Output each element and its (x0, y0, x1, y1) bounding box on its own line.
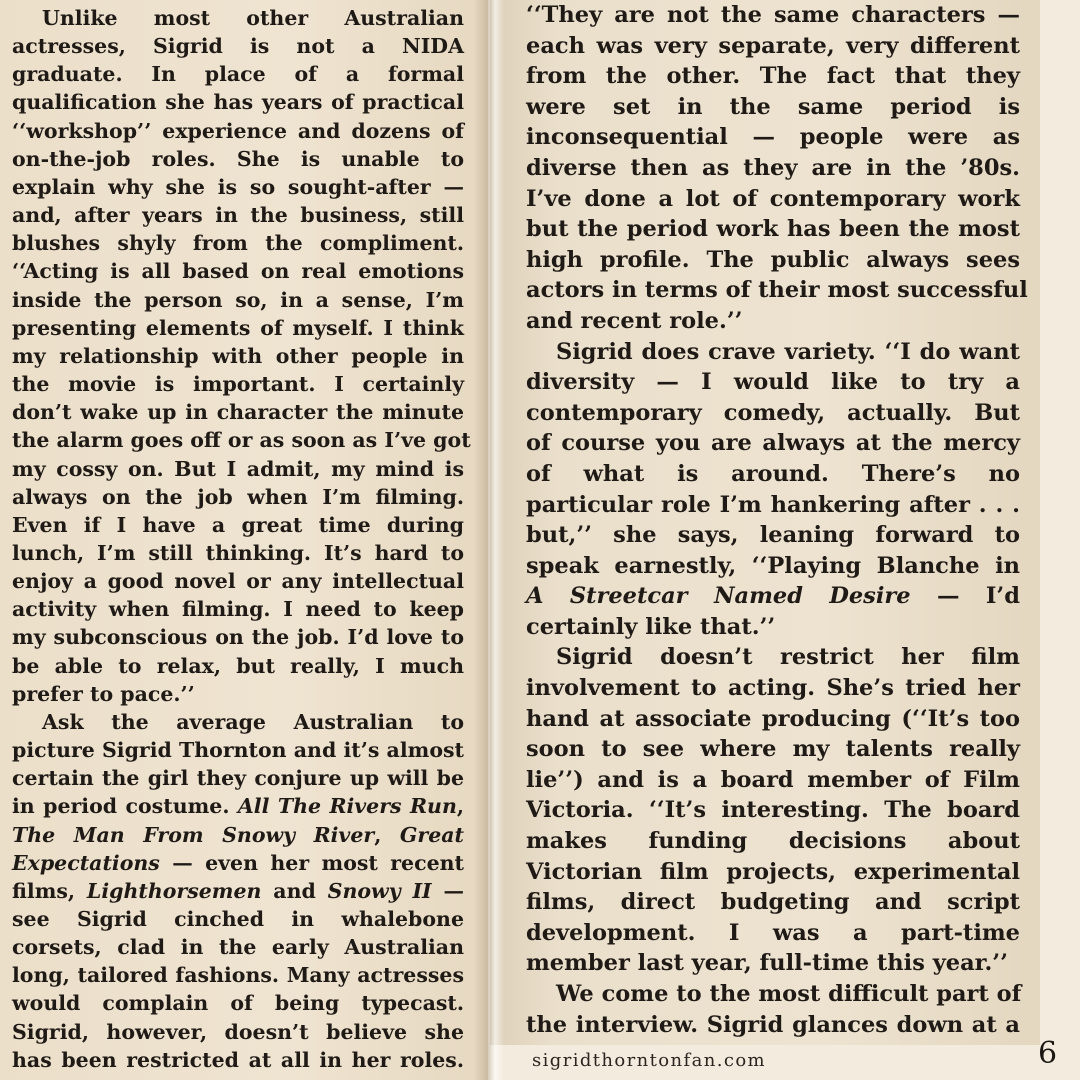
text-run: in period costume. (12, 794, 238, 819)
text-line: on-the-job roles. She is unable to (12, 146, 464, 171)
text-line: Sigrid does crave variety. ‘‘I do want (556, 338, 1020, 365)
text-line: inconsequential — people were as (526, 124, 1020, 151)
text-line: prefer to pace.’’ (12, 681, 195, 706)
text-line: qualification she has years of practical (12, 90, 464, 115)
text-line: my relationship with other people in (12, 343, 464, 368)
text-line: my subconscious on the job. I’d love to (12, 625, 464, 650)
text-line: actresses, Sigrid is not a NIDA (12, 34, 464, 59)
page-number: 6 (1038, 1036, 1058, 1071)
text-line: certainly like that.’’ (526, 613, 776, 640)
text-line: activity when filming. I need to keep (12, 597, 464, 622)
text-line: the interview. Sigrid glances down at a (526, 1011, 1020, 1038)
text-line: Victoria. ‘‘It’s interesting. The board (526, 797, 1020, 824)
text-line: has been restricted at all in her roles. (12, 1047, 464, 1072)
text-line: graduate. In place of a formal (12, 62, 464, 87)
title-italic: All The Rivers Run (237, 794, 457, 819)
text-line: long, tailored fashions. Many actresses (12, 963, 464, 988)
text-run: , (456, 794, 464, 819)
text-line: Ask the average Australian to (42, 709, 464, 734)
text-line: We come to the most difficult part of (556, 981, 1022, 1007)
text-line: member last year, full-time this year.’’ (526, 950, 1008, 977)
text-line: of what is around. There’s no (526, 460, 1020, 487)
text-line: soon to see where my talents really (526, 736, 1020, 763)
left-article-column (12, 4, 471, 1074)
text-line: but,’’ she says, leaning forward to (526, 522, 1020, 549)
title-italic: Great (399, 822, 464, 847)
text-run: and (261, 878, 328, 903)
page-gutter-shadow (474, 0, 504, 1080)
text-line: contemporary comedy, actually. But (526, 399, 1020, 426)
text-line: Victorian film projects, experimental (526, 858, 1020, 885)
title-italic: Snowy II (327, 878, 432, 903)
text-line: development. I was a part-time (526, 919, 1020, 946)
text-line: blushes shyly from the compliment. (12, 231, 464, 256)
text-line: particular role I’m hankering after . . . (526, 491, 1020, 518)
text-line: corsets, clad in the early Australian (12, 935, 464, 960)
text-line: I’ve done a lot of contemporary work (526, 185, 1020, 212)
text-line: ‘‘They are not the same characters — (526, 2, 1020, 28)
title-italic: Expectations (12, 850, 160, 875)
left-page (0, 0, 488, 1080)
text-run: — (431, 878, 465, 903)
text-line: see Sigrid cinched in whalebone (12, 907, 464, 931)
text-line: films, direct budgeting and script (526, 889, 1020, 916)
text-run: films, (12, 878, 87, 903)
text-line: each was very separate, very different (526, 32, 1020, 59)
text-line: makes funding decisions about (526, 828, 1020, 855)
text-line: from the other. The fact that they (526, 63, 1020, 90)
text-run: — I’d (910, 583, 1020, 610)
text-line: don’t wake up in character the minute (12, 400, 464, 425)
text-line: my cossy on. But I admit, my mind is (12, 456, 464, 481)
text-line: certain the girl they conjure up will be (12, 766, 464, 791)
title-italic: A Streetcar Named Desire (526, 583, 911, 610)
text-line (12, 792, 464, 820)
text-line (526, 581, 1020, 612)
text-line: lunch, I’m still thinking. It’s hard to (12, 540, 464, 565)
text-line: speak earnestly, ‘‘Playing Blanche in (526, 552, 1020, 579)
text-line: and, after years in the business, still (12, 203, 464, 228)
text-run: — even her most recent (159, 850, 464, 875)
text-line: were set in the same period is (526, 93, 1020, 120)
title-italic: Lighthorsemen (86, 878, 262, 903)
text-line: be able to relax, but really, I much (12, 653, 464, 678)
text-line: Even if I have a great time during (12, 512, 464, 537)
text-line: involvement to acting. She’s tried her (526, 675, 1020, 702)
text-line: would complain of being typecast. (12, 991, 464, 1016)
text-line: inside the person so, in a sense, I’m (12, 287, 464, 312)
text-line: of course you are always at the mercy (526, 430, 1020, 457)
text-line: but the period work has been the most (526, 216, 1020, 243)
title-italic: The Man From Snowy River (12, 822, 375, 847)
text-line: lie’’) and is a board member of Film (526, 766, 1020, 793)
text-line (12, 877, 464, 905)
text-line: always on the job when I’m filming. (12, 484, 464, 509)
right-page (490, 0, 1040, 1045)
text-line: high profile. The public always sees (526, 246, 1020, 273)
text-line: the alarm goes off or as soon as I’ve got (12, 428, 471, 453)
text-line: explain why she is so sought-after — (12, 174, 464, 199)
text-line: Sigrid doesn’t restrict her film (556, 644, 1020, 671)
site-watermark[interactable]: sigridthorntonfan.com (532, 1050, 767, 1071)
text-line: ‘‘Acting is all based on real emotions (12, 259, 464, 284)
text-line: picture Sigrid Thornton and it’s almost (12, 738, 464, 763)
text-line: hand at associate producing (‘‘It’s too (526, 705, 1020, 732)
text-line: enjoy a good novel or any intellectual (12, 569, 464, 594)
text-line (12, 849, 464, 877)
text-line: diverse then as they are in the ’80s. (526, 154, 1020, 181)
text-line: Unlike most other Australian (42, 6, 464, 30)
text-run: , (374, 822, 400, 847)
text-line: presenting elements of myself. I think (12, 315, 464, 340)
text-line (12, 821, 464, 849)
text-line: actors in terms of their most successful (526, 277, 1028, 304)
text-line: the movie is important. I certainly (12, 372, 464, 397)
text-line: diversity — I would like to try a (526, 369, 1020, 396)
text-line: ‘‘workshop’’ experience and dozens of (12, 118, 464, 143)
text-line: Sigrid, however, doesn’t believe she (12, 1019, 464, 1044)
text-line: and recent role.’’ (526, 307, 743, 334)
right-article-column (526, 0, 1028, 1040)
